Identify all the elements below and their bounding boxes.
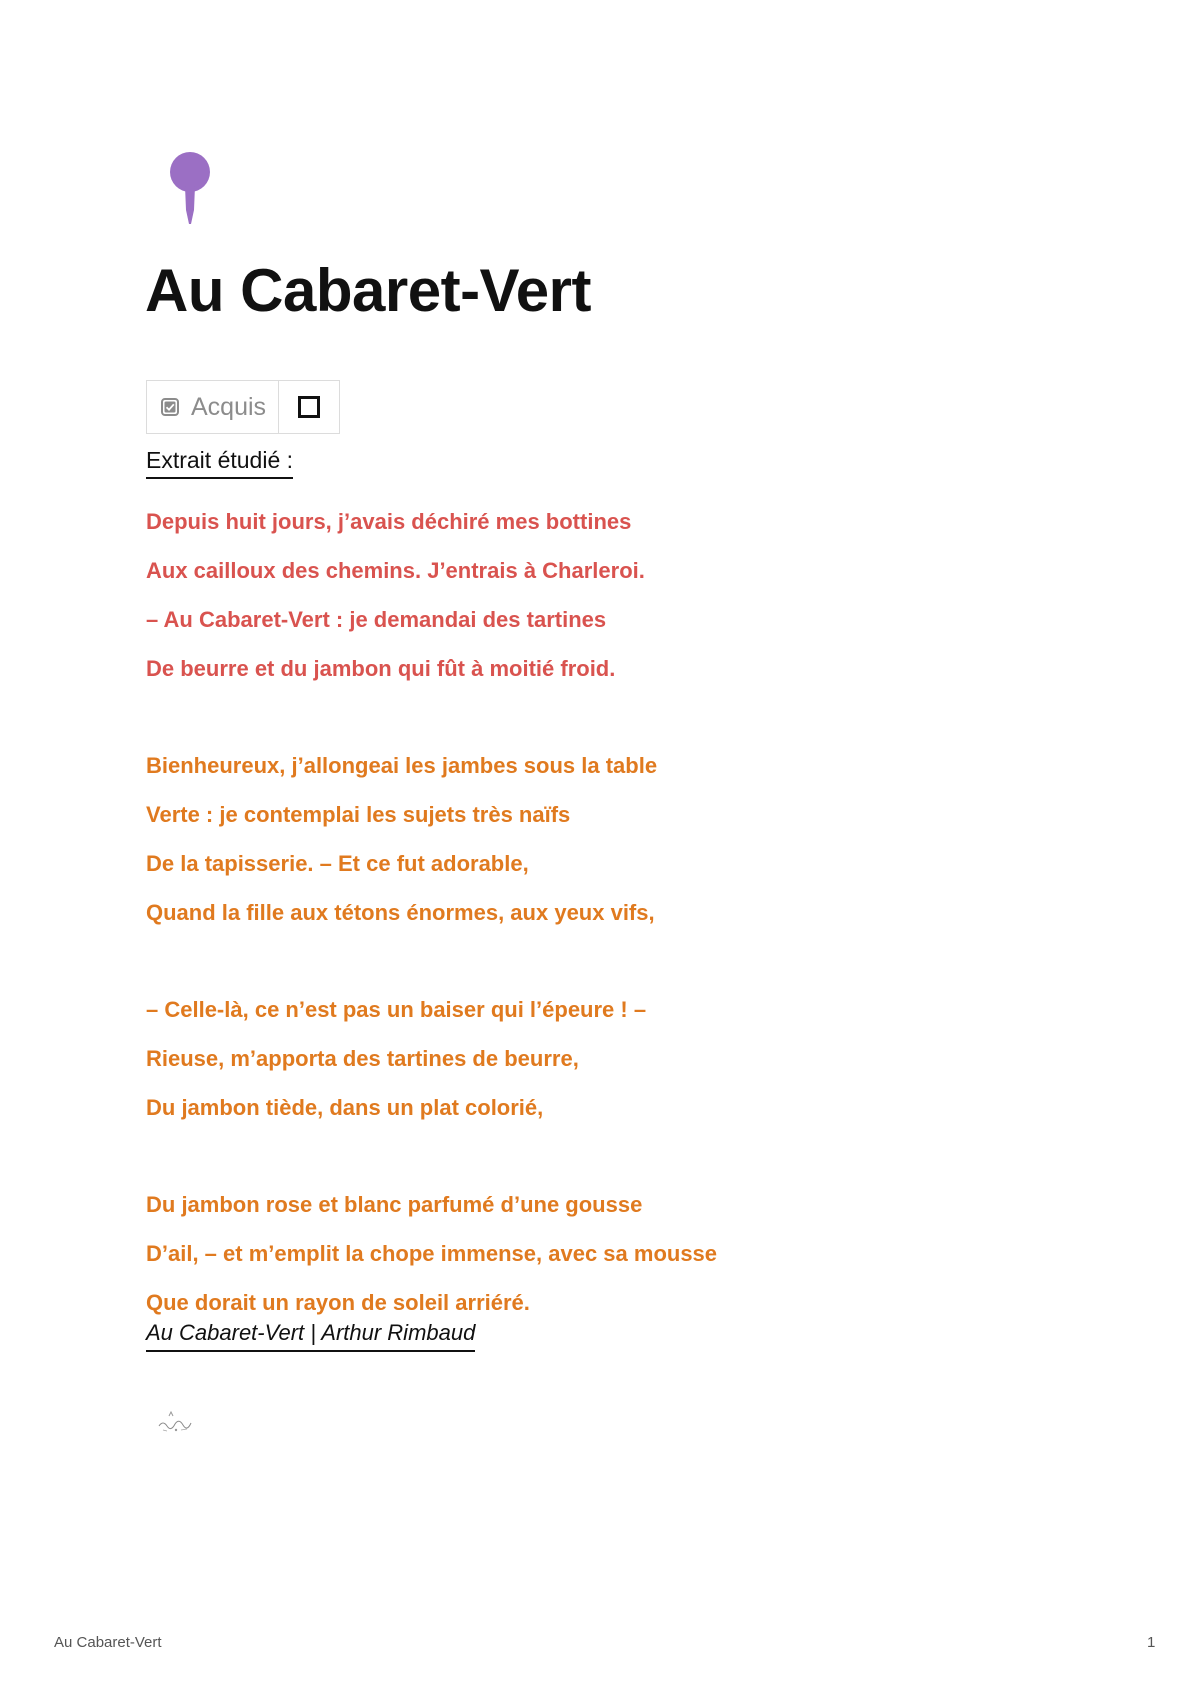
stanza (146, 497, 1046, 693)
property-value[interactable] (279, 381, 339, 433)
footer-document-title: Au Cabaret-Vert (54, 1634, 162, 1651)
signature-stamp-icon (155, 1408, 195, 1436)
poem-line: – Celle-là, ce n’est pas un baiser qui l’épeure ! – (146, 997, 647, 1022)
poem-line: Du jambon tiède, dans un plat colorié, (146, 1095, 544, 1120)
poem-line: Quand la fille aux tétons énormes, aux yeux vifs, (146, 900, 655, 925)
poem-line: – Au Cabaret-Vert : je demandai des tartines (146, 607, 607, 632)
acquis-checkbox[interactable] (298, 396, 320, 418)
stanza (146, 985, 1046, 1132)
page-title: Au Cabaret-Vert (145, 257, 591, 324)
poem-line: Aux cailloux des chemins. J’entrais à Charleroi. (146, 558, 645, 583)
checkbox-property-icon (161, 398, 179, 416)
poem-line: Que dorait un rayon de soleil arriéré. (146, 1290, 530, 1315)
poem (146, 497, 1046, 1327)
property-name (147, 381, 279, 433)
poem-source: Au Cabaret-Vert | Arthur Rimbaud (146, 1320, 475, 1352)
property-label: Acquis (191, 392, 267, 421)
poem-line: Depuis huit jours, j’avais déchiré mes bottines (146, 509, 632, 534)
poem-line: Du jambon rose et blanc parfumé d’une gousse (146, 1192, 643, 1217)
poem-line: Verte : je contemplai les sujets très naïfs (146, 802, 571, 827)
poem-line: De la tapisserie. – Et ce fut adorable, (146, 851, 529, 876)
poem-line: Bienheureux, j’allongeai les jambes sous la table (146, 753, 658, 778)
poem-line: Rieuse, m’apporta des tartines de beurre, (146, 1046, 579, 1071)
poem-line: De beurre et du jambon qui fût à moitié froid. (146, 656, 616, 681)
pushpin-icon (168, 150, 216, 230)
stanza (146, 741, 1046, 937)
section-heading: Extrait étudié : (146, 447, 293, 479)
property-row-acquis (146, 380, 340, 434)
stanza (146, 1180, 1046, 1327)
footer-page-number: 1 (1147, 1634, 1156, 1651)
poem-line: D’ail, – et m’emplit la chope immense, avec sa mousse (146, 1241, 718, 1266)
